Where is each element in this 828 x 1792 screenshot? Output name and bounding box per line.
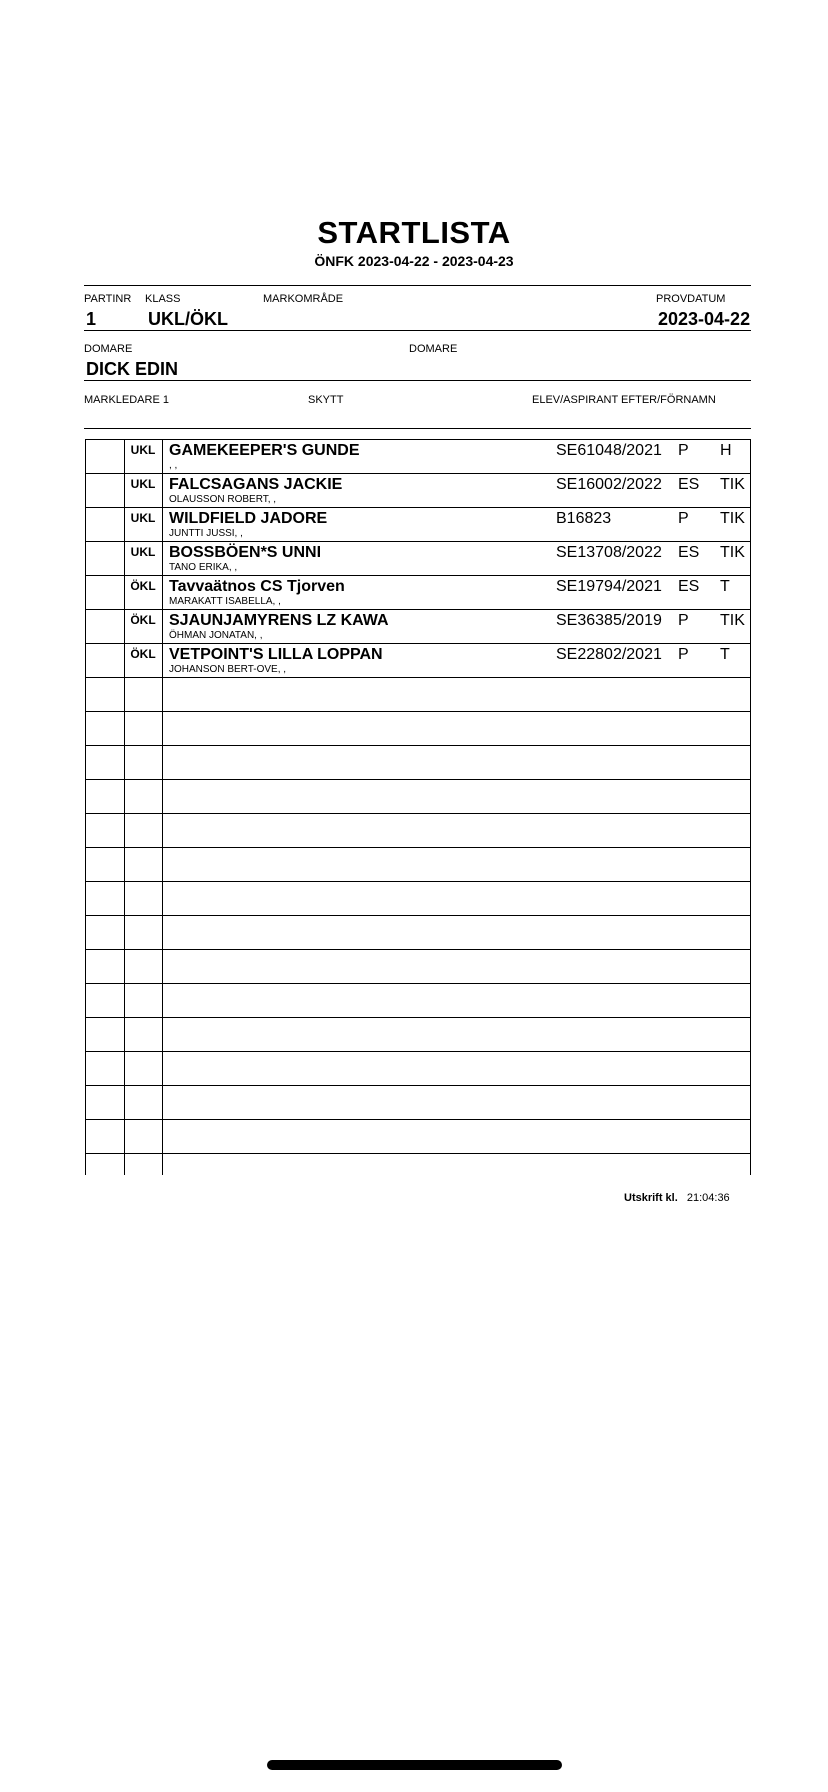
owner-name: JUNTTI JUSSI, , — [169, 528, 243, 539]
partinr-value: 1 — [86, 309, 97, 329]
dog-name: BOSSBÖEN*S UNNI — [169, 544, 322, 561]
table-row — [85, 609, 751, 643]
dog-cell — [164, 644, 751, 677]
empty-table-row — [85, 813, 751, 847]
start-number-cell — [85, 610, 125, 643]
empty-cell — [164, 1154, 751, 1175]
owner-name: TANO ERIKA, , — [169, 562, 238, 573]
header-divider-3 — [84, 428, 751, 429]
empty-table-row — [85, 779, 751, 813]
dog-name: FALCSAGANS JACKIE — [169, 476, 343, 493]
empty-cell — [124, 1154, 163, 1175]
empty-cell — [124, 814, 163, 847]
empty-cell — [124, 848, 163, 881]
class-cell: UKL — [124, 542, 163, 575]
dog-cell — [164, 508, 751, 541]
empty-cell — [85, 814, 125, 847]
empty-table-row — [85, 881, 751, 915]
empty-cell — [164, 916, 751, 949]
empty-cell — [85, 1120, 125, 1153]
dog-name: GAMEKEEPER'S GUNDE — [169, 442, 360, 459]
registration-number: SE36385/2019 — [556, 612, 662, 629]
empty-cell — [164, 984, 751, 1017]
sex-code: TIK — [720, 510, 745, 527]
empty-table-row — [85, 949, 751, 983]
entry-code: P — [678, 442, 689, 459]
start-number-cell — [85, 542, 125, 575]
empty-cell — [85, 848, 125, 881]
class-cell: ÖKL — [124, 644, 163, 677]
empty-cell — [85, 746, 125, 779]
owner-name: , , — [169, 460, 178, 471]
empty-cell — [85, 1052, 125, 1085]
entry-code: ES — [678, 578, 700, 595]
empty-rows-container — [85, 677, 751, 1175]
registration-number: SE61048/2021 — [556, 442, 662, 459]
table-row — [85, 507, 751, 541]
sex-code: T — [720, 578, 730, 595]
sex-code: H — [720, 442, 732, 459]
domare-2-label: DOMARE — [409, 343, 458, 355]
sex-code: T — [720, 646, 730, 663]
sex-code: TIK — [720, 612, 745, 629]
empty-cell — [85, 1154, 125, 1175]
table-row — [85, 541, 751, 575]
empty-cell — [124, 780, 163, 813]
print-time-value: 21:04:36 — [686, 1192, 730, 1204]
registration-number: B16823 — [556, 510, 612, 527]
entry-code: ES — [678, 476, 700, 493]
empty-cell — [164, 678, 751, 711]
empty-cell — [124, 950, 163, 983]
dog-name: WILDFIELD JADORE — [169, 510, 328, 527]
dog-name: Tavvaätnos CS Tjorven — [169, 578, 345, 595]
empty-cell — [164, 1018, 751, 1051]
empty-cell — [164, 882, 751, 915]
sex-code: TIK — [720, 544, 745, 561]
entry-code: ES — [678, 544, 700, 561]
empty-cell — [164, 712, 751, 745]
header-divider-2 — [84, 380, 751, 381]
header-top-divider — [84, 285, 751, 286]
entry-code: P — [678, 510, 689, 527]
owner-name: OLAUSSON ROBERT, , — [169, 494, 277, 505]
print-timestamp — [624, 1192, 730, 1204]
empty-cell — [85, 1018, 125, 1051]
empty-cell — [124, 746, 163, 779]
startlist-table — [85, 439, 751, 1175]
klass-value: UKL/ÖKL — [148, 309, 228, 329]
empty-cell — [124, 916, 163, 949]
empty-cell — [85, 780, 125, 813]
markomrade-label: MARKOMRÅDE — [263, 293, 344, 305]
dog-cell — [164, 474, 751, 507]
skytt-label: SKYTT — [308, 394, 344, 406]
home-indicator — [267, 1760, 562, 1770]
elev-aspirant-label: ELEV/ASPIRANT EFTER/FÖRNAMN — [532, 394, 716, 406]
class-cell: ÖKL — [124, 610, 163, 643]
empty-cell — [164, 950, 751, 983]
empty-table-row — [85, 1051, 751, 1085]
entry-code: P — [678, 646, 689, 663]
table-row — [85, 643, 751, 677]
print-time-label: Utskrift kl. — [624, 1192, 678, 1204]
dog-cell — [164, 440, 751, 473]
start-number-cell — [85, 644, 125, 677]
empty-table-row — [85, 745, 751, 779]
empty-cell — [164, 848, 751, 881]
empty-cell — [124, 1086, 163, 1119]
class-cell: ÖKL — [124, 576, 163, 609]
empty-cell — [164, 780, 751, 813]
empty-table-row — [85, 915, 751, 949]
sex-code: TIK — [720, 476, 745, 493]
entry-code: P — [678, 612, 689, 629]
dog-name: SJAUNJAMYRENS LZ KAWA — [169, 612, 389, 629]
empty-cell — [85, 712, 125, 745]
empty-table-row — [85, 1017, 751, 1051]
start-number-cell — [85, 576, 125, 609]
markledare-label: MARKLEDARE 1 — [84, 394, 169, 406]
document-subtitle: ÖNFK 2023-04-22 - 2023-04-23 — [314, 253, 514, 269]
partinr-label: PARTINR — [84, 293, 132, 305]
dog-cell — [164, 610, 751, 643]
empty-cell — [124, 678, 163, 711]
empty-cell — [164, 814, 751, 847]
empty-cell — [124, 882, 163, 915]
empty-cell — [164, 746, 751, 779]
owner-name: MARAKATT ISABELLA, , — [169, 596, 281, 607]
empty-cell — [164, 1120, 751, 1153]
empty-table-row — [85, 1119, 751, 1153]
empty-cell — [124, 1120, 163, 1153]
provdatum-value: 2023-04-22 — [658, 309, 751, 329]
class-cell: UKL — [124, 474, 163, 507]
start-number-cell — [85, 508, 125, 541]
klass-label: KLASS — [145, 293, 181, 305]
empty-table-row — [85, 677, 751, 711]
dog-name: VETPOINT'S LILLA LOPPAN — [169, 646, 383, 663]
owner-name: ÖHMAN JONATAN, , — [169, 630, 263, 641]
registration-number: SE19794/2021 — [556, 578, 662, 595]
start-number-cell — [85, 440, 125, 473]
empty-table-row — [85, 1085, 751, 1119]
empty-cell — [85, 916, 125, 949]
class-cell: UKL — [124, 508, 163, 541]
empty-table-row — [85, 847, 751, 881]
empty-cell — [85, 950, 125, 983]
domare-1-label: DOMARE — [84, 343, 133, 355]
empty-table-row — [85, 983, 751, 1017]
start-number-cell — [85, 474, 125, 507]
empty-cell — [164, 1052, 751, 1085]
empty-cell — [85, 882, 125, 915]
header-divider-1 — [84, 330, 751, 331]
class-cell: UKL — [124, 440, 163, 473]
table-row — [85, 439, 751, 473]
empty-cell — [124, 984, 163, 1017]
registration-number: SE22802/2021 — [556, 646, 662, 663]
empty-table-row — [85, 711, 751, 745]
table-row — [85, 473, 751, 507]
empty-cell — [85, 1086, 125, 1119]
table-row — [85, 575, 751, 609]
provdatum-label: PROVDATUM — [656, 293, 726, 305]
empty-cell — [85, 678, 125, 711]
empty-cell — [124, 1018, 163, 1051]
document-title: STARTLISTA — [317, 215, 511, 250]
empty-cell — [124, 1052, 163, 1085]
empty-cell — [164, 1086, 751, 1119]
domare-1-value: DICK EDIN — [86, 359, 179, 379]
dog-cell — [164, 576, 751, 609]
registration-number: SE16002/2022 — [556, 476, 662, 493]
empty-table-row — [85, 1153, 751, 1175]
registration-number: SE13708/2022 — [556, 544, 662, 561]
empty-cell — [85, 984, 125, 1017]
owner-name: JOHANSON BERT-OVE, , — [169, 664, 287, 675]
empty-cell — [124, 712, 163, 745]
dog-cell — [164, 542, 751, 575]
